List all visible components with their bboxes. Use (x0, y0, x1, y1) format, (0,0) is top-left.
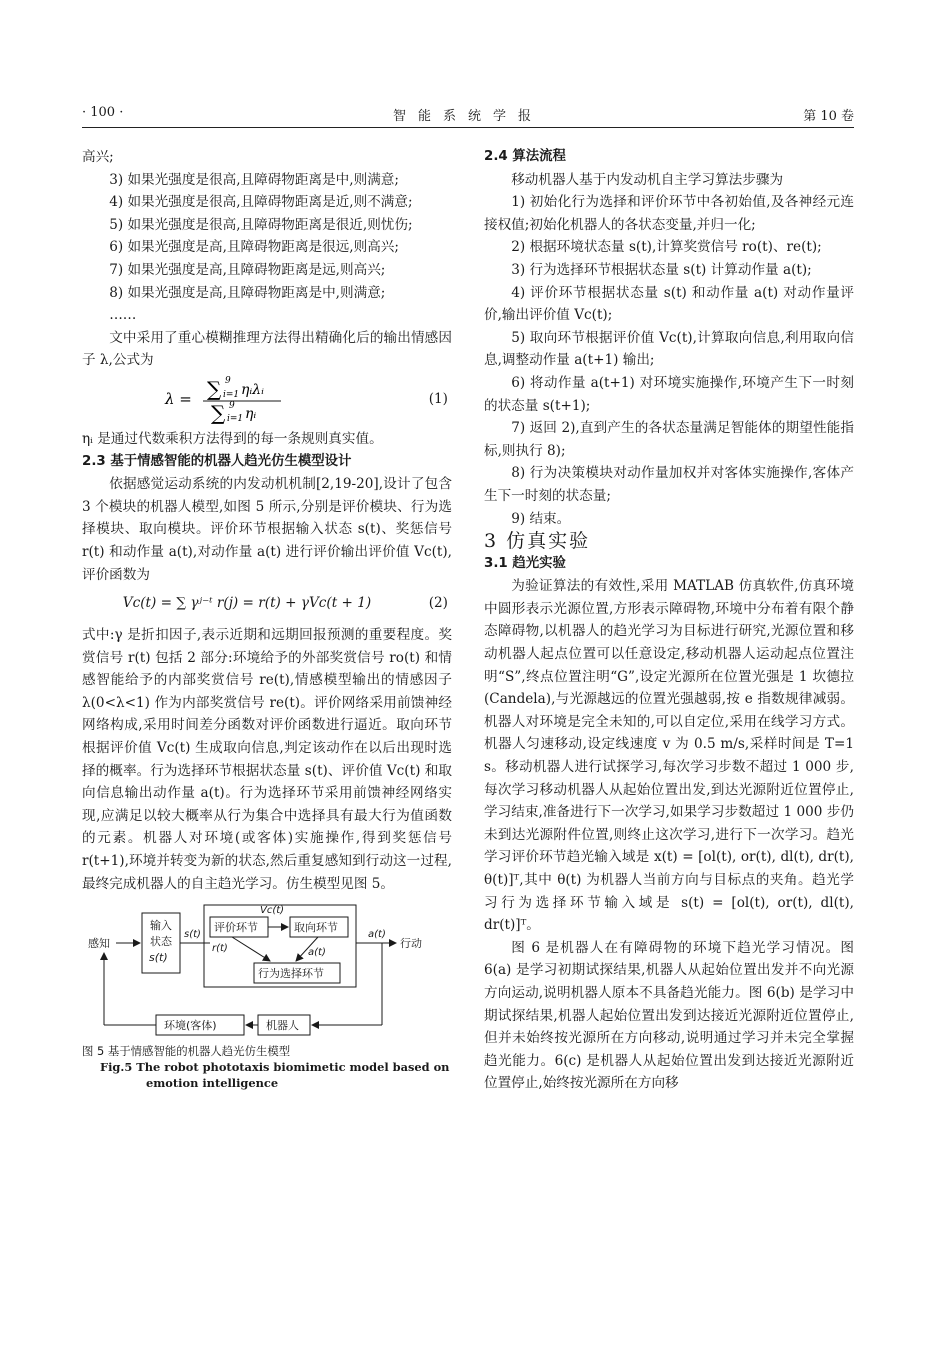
eval-box-label: 评价环节 (214, 921, 258, 935)
method-paragraph: 文中采用了重心模糊推理方法得出精确化后的输出情感因子 λ,公式为 (82, 329, 452, 369)
robot-box-label: 机器人 (266, 1019, 299, 1033)
svg-text:i=1: i=1 (227, 413, 244, 424)
step-9: 9) 结束。 (511, 510, 571, 527)
equation-1-svg (147, 374, 347, 424)
a-inner-label: a(t) (308, 947, 326, 959)
rule-ellipsis: …… (109, 307, 137, 324)
rule-5: 5) 如果光强度是很高,且障碍物距离是很近,则忧伤; (109, 216, 413, 233)
eta-paragraph: ηᵢ 是通过代数乘积方法得到的每一条规则真实值。 (82, 430, 383, 447)
rule-8: 8) 如果光强度是高,且障碍物距离是中,则满意; (109, 284, 386, 301)
figure-5-caption-cn: 图 5 基于情感智能的机器人趋光仿生模型 (82, 1044, 291, 1059)
orient-box-label: 取向环节 (294, 921, 338, 935)
svg-text:9: 9 (225, 375, 231, 386)
left-column (82, 146, 452, 1091)
svg-text:∑: ∑ (211, 400, 226, 424)
behavior-box-label: 行为选择环节 (258, 967, 324, 981)
a-out-label: a(t) (368, 929, 386, 941)
equation-2-body: Vc(t) = ∑ γʲ⁻ᵗ r(j) = r(t) + γVc(t + 1) (122, 595, 372, 612)
section-3-1-heading: 3.1 趋光实验 (484, 555, 566, 571)
step-1: 1) 初始化行为选择和评价环节中各初始值,及各神经元连接权值;初始化机器人的各状态变量,并归一化; (484, 194, 854, 233)
equation-2 (82, 588, 452, 622)
rule-3: 3) 如果光强度是很高,且障碍物距离是中,则满意; (109, 171, 399, 188)
page-header (82, 103, 854, 127)
volume-label: 第 10 卷 (803, 109, 854, 124)
svg-text:ηᵢλᵢ: ηᵢλᵢ (241, 381, 264, 398)
journal-title: 智能系统学报 (392, 109, 543, 124)
section-2-3-heading: 2.3 基于情感智能的机器人趋光仿生模型设计 (82, 453, 352, 469)
right-column (484, 146, 854, 1095)
vc-label: Vc(t) (260, 905, 285, 917)
page-number: · 100 · (82, 105, 124, 120)
equation-2-number: (2) (428, 595, 448, 612)
step-3: 3) 行为选择环节根据状态量 s(t) 计算动作量 a(t); (511, 261, 812, 278)
algo-intro: 移动机器人基于内发动机自主学习算法步骤为 (511, 171, 784, 188)
rule-continuation: 高兴; (82, 149, 114, 165)
step-8: 8) 行为决策模块对动作量加权并对客体实施操作,客体产生下一时刻的状态量; (484, 465, 854, 504)
figure-5-diagram (82, 901, 452, 1043)
step-7: 7) 返回 2),直到产生的各状态量满足智能体的期望性能指标,则执行 8); (484, 420, 854, 459)
equation-1-body (82, 374, 412, 424)
perception-label: 感知 (88, 937, 110, 951)
step-4: 4) 评价环节根据状态量 s(t) 和动作量 a(t) 对动作量评价,输出评价值 Vc(t); (484, 284, 854, 324)
rule-7: 7) 如果光强度是高,且障碍物距离是远,则高兴; (109, 261, 386, 278)
input-label: 输入 (150, 919, 172, 933)
rule-6: 6) 如果光强度是高,且障碍物距离是很远,则高兴; (109, 239, 399, 256)
figure-5-svg (82, 901, 452, 1043)
svg-text:λ =: λ = (165, 389, 192, 408)
figure-6-paragraph: 图 6 是机器人在有障碍物的环境下趋光学习情况。图 6(a) 是学习初期试探结果,机器人从起始位置出发并不向光源方向运动,说明机器人原本不具备趋光能力。图 6(b) 是学习中期试探结果,机器人起始位置出发到达接近光源附近位置停止,但并未始终按光源所在方向移动,说明通过学习并未完全掌握趋光能力。6(c) 是机器人从起始位置出发到达接近光源附近位置停止,始终按光源所在方向移 (484, 939, 854, 1092)
header-rule (82, 127, 854, 128)
svg-text:i=1: i=1 (223, 389, 240, 400)
figure-5-caption-en-2: emotion intelligence (146, 1076, 279, 1091)
step-2: 2) 根据环境状态量 s(t),计算奖赏信号 ro(t)、re(t); (511, 239, 822, 256)
svg-text:∑: ∑ (207, 376, 222, 401)
state-var-label: s(t) (149, 951, 168, 965)
section-2-4-heading: 2.4 算法流程 (484, 149, 566, 164)
svg-text:9: 9 (229, 400, 235, 411)
step-5: 5) 取向环节根据评价值 Vc(t),计算取向信息,利用取向信息,调整动作量 a(t+1) 输出; (484, 329, 854, 369)
figure-5-caption-en-1: Fig.5 The robot phototaxis biomimetic model based on (100, 1060, 450, 1075)
section-3-heading: 3 仿真实验 (484, 530, 591, 553)
equation-1 (82, 374, 452, 424)
step-6: 6) 将动作量 a(t+1) 对环境实施操作,环境产生下一时刻的状态量 s(t+1); (484, 374, 854, 414)
action-label: 行动 (400, 937, 422, 951)
r-label: r(t) (212, 943, 228, 955)
env-box-label: 环境(客体) (164, 1019, 217, 1033)
experiment-paragraph: 为验证算法的有效性,采用 MATLAB 仿真软件,仿真环境中圆形表示光源位置,方形表示障碍物,环境中分布着有限个静态障碍物,以机器人的趋光学习为目标进行研究,光源位置和移动机器人起点位置可以任意设定,移动机器人运动起点位置注明“S”,终点位置注明“G”,设定光源所在位置光强是 1 坎德拉(Candela),与光源越远的位置光强越弱,按 e 指数规律减弱。机器人对环境是完全未知的,可以自定位,采用在线学习方式。机器人匀速移动,设定线速度 v 为 0.5 m/s,采样时间是 T=1 s。移动机器人进行试探学习,每次学习步数不超过 1 000 步,每次学习移动机器人从起始位置出发,到达光源附近位置停止,学习结束,准备进行下一次学习,如果学习步数超过 1 000 步仍未到达光源附件位置,则终止这次学习,进行下一次学习。趋光学习评价环节趋光输入域是 x(t) = [ol(t), or(t), dl(t), dr(t), θ(t)]ᵀ,其中 θ(t) 为机器人当前方向与目标点的夹角。趋光学习行为选择环节输入域是 s(t) = [ol(t), or(t), dl(t), dr(t)]ᵀ。 (484, 578, 854, 934)
equation-2-explanation: 式中:γ 是折扣因子,表示近期和远期回报预测的重要程度。奖赏信号 r(t) 包括 2 部分:环境给予的外部奖赏信号 ro(t) 和情感智能给予的内部奖赏信号 re(t),情感模型输出的情感因子 λ(0<λ<1) 作为内部奖赏信号 re(t)。评价网络采用前馈神经网络构成,采用时间差分函数对评价函数进行逼近。取向环节根据评价值 Vc(t) 生成取向信息,判定该动作在以后出现时选择的概率。行为选择环节根据状态量 s(t)、评价值 Vc(t) 和取向信息输出动作量 a(t)。行为选择环节采用前馈神经网络实现,应满足以较大概率从行为集合中选择具有最大行为值函数的元素。机器人对环境(或客体)实施操作,得到奖惩信号 r(t+1),环境并转变为新的状态,然后重复感知到行动这一过程,最终完成机器人的自主趋光学习。仿生模型见图 5。 (82, 627, 452, 892)
model-paragraph: 依据感觉运动系统的内发动机机制[2,19-20],设计了包含 3 个模块的机器人模型,如图 5 所示,分别是评价模块、行为选择模块、取向模块。评价环节根据输入状态 s(t)、奖惩信号 r(t) 和动作量 a(t),对动作量 a(t) 进行评价输出评价值 Vc(t),评价函数为 (82, 476, 452, 583)
state-label: 状态 (150, 935, 172, 949)
s-arrow-label: s(t) (184, 929, 201, 941)
svg-text:ηᵢ: ηᵢ (245, 405, 257, 422)
equation-1-number: (1) (428, 390, 448, 407)
rule-4: 4) 如果光强度是很高,且障碍物距离是近,则不满意; (109, 194, 413, 211)
